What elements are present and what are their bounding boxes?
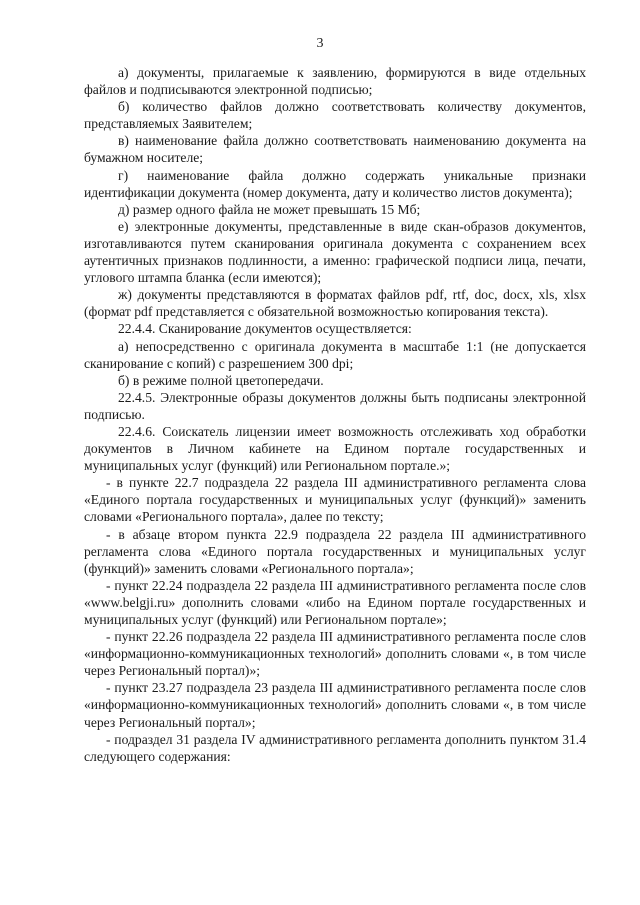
paragraph-item-v: в) наименование файла должно соответствовать наименованию документа на бумажном носителе;	[84, 133, 586, 166]
paragraph-item-zh: ж) документы представляются в форматах файлов pdf, rtf, doc, docx, xls, xlsx (формат pdf представляется с обязательной возможностью копирования текста).	[84, 287, 586, 320]
paragraph-item-a: а) документы, прилагаемые к заявлению, формируются в виде отдельных файлов и подписываются электронной подписью;	[84, 65, 586, 98]
paragraph-amend-22-7: - в пункте 22.7 подраздела 22 раздела III административного регламента слова «Единого портала государственных и муниципальных услуг (функций)» заменить словами «Регионального портала», далее по тексту;	[84, 475, 586, 525]
paragraph-22-4-5: 22.4.5. Электронные образы документов должны быть подписаны электронной подписью.	[84, 389, 586, 422]
paragraph-item-e: е) электронные документы, представленные в виде скан-образов документов, изготавливаются путем сканирования оригинала документа с сохранением всех аутентичных признаков подлинности, а именно: графической подписи лица, печати, углового штампа бланка (если имеются);	[84, 218, 586, 286]
paragraph-scan-b: б) в режиме полной цветопередачи.	[118, 372, 324, 388]
paragraph-item-g: г) наименование файла должно содержать уникальные признаки идентификации документа (номер документа, дату и количество листов документа);	[84, 167, 586, 200]
paragraph-scan-a: а) непосредственно с оригинала документа в масштабе 1:1 (не допускается сканирование с копий) с разрешением 300 dpi;	[84, 338, 586, 371]
paragraph-amend-22-26: - пункт 22.26 подраздела 22 раздела III административного регламента после слов «информационно-коммуникационных технологий» дополнить словами «, в том числе через Региональный портал)»;	[84, 629, 586, 679]
paragraph-amend-31: - подраздел 31 раздела IV административного регламента дополнить пунктом 31.4 следующего содержания:	[84, 731, 586, 764]
paragraph-amend-22-9: - в абзаце втором пункта 22.9 подраздела 22 раздела III административного регламента слова «Единого портала государственных и муниципальных услуг (функций)» заменить словами «Регионального портала»;	[84, 526, 586, 576]
document-body	[84, 64, 586, 765]
paragraph-item-b: б) количество файлов должно соответствовать количеству документов, представляемых Заявителем;	[84, 99, 586, 132]
paragraph-amend-22-24: - пункт 22.24 подраздела 22 раздела III административного регламента после слов «www.belgji.ru» дополнить словами «либо на Едином портале государственных и муниципальных услуг (функций) или Региональном портале»;	[84, 577, 586, 627]
page-number: 3	[316, 36, 324, 51]
paragraph-amend-23-27: - пункт 23.27 подраздела 23 раздела III административного регламента после слов «информационно-коммуникационных технологий» дополнить словами «, в том числе через Региональный портал»;	[84, 680, 586, 730]
paragraph-22-4-6: 22.4.6. Соискатель лицензии имеет возможность отслеживать ход обработки документов в Личном кабинете на Едином портале государственных и муниципальных услуг (функций) или Региональном портале.»;	[84, 423, 586, 474]
paragraph-item-d: д) размер одного файла не может превышать 15 Мб;	[118, 201, 421, 217]
paragraph-22-4-4: 22.4.4. Сканирование документов осуществляется:	[118, 321, 412, 337]
